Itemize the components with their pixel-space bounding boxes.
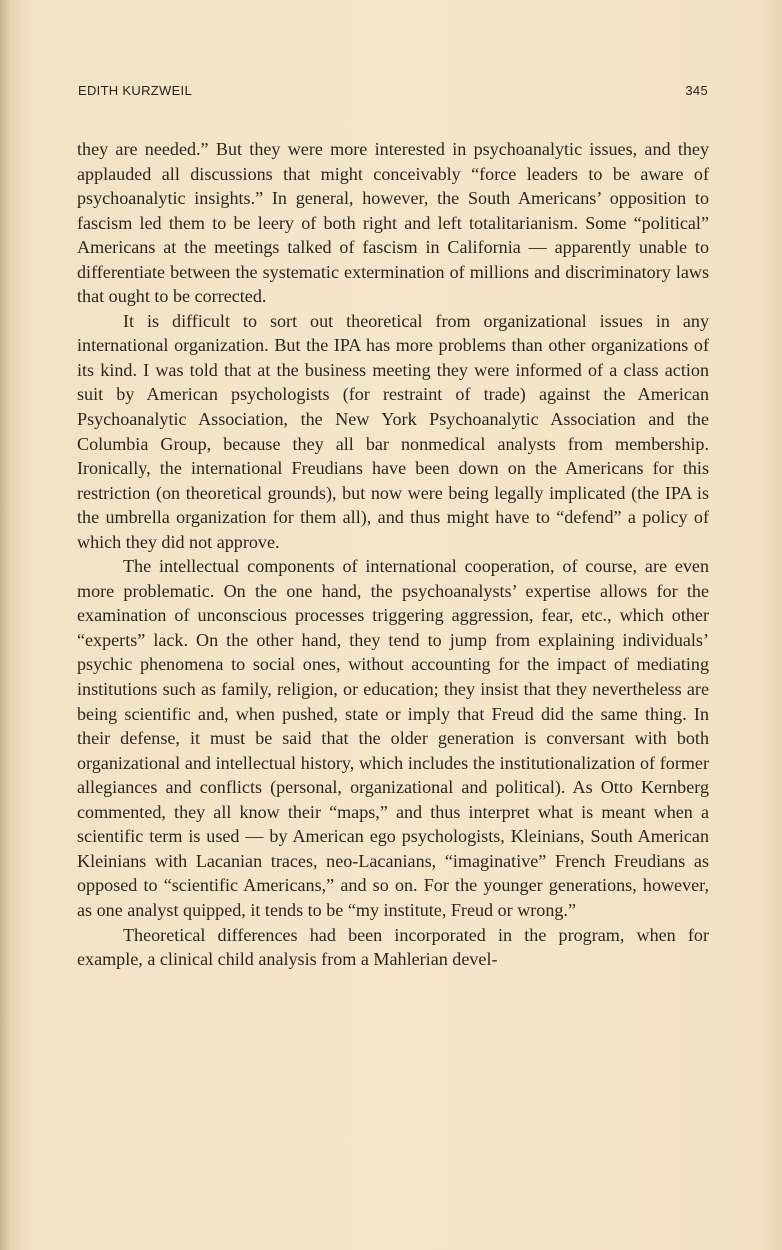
paragraph: Theoretical differences had been incorporated in the program, when for example, a clinical child analysis from a Mahlerian devel- (77, 924, 709, 970)
paragraph: they are needed.” But they were more interested in psychoanalytic issues, and they applauded all discussions that might conceivably “force leaders to be aware of psychoanalytic insights.” In general, however, the South Americans’ opposition to fascism led them to be leery of both right and left totalitarianism. Some “political” Americans at the meetings talked of fascism in California — apparently unable to differentiate between the systematic extermination of millions and discriminatory laws that ought to be corrected. (77, 139, 709, 307)
body-text (77, 137, 709, 972)
running-head: EDITH KURZWEIL (78, 83, 192, 98)
paragraph: The intellectual components of international cooperation, of course, are even more problematic. On the one hand, the psychoanalysts’ expertise allows for the examination of unconscious processes triggering aggression, fear, etc., which other “experts” lack. On the other hand, they tend to jump from explaining individuals’ psychic phenomena to social ones, without accounting for the impact of mediating institutions such as family, religion, or education; they insist that they nevertheless are being scientific and, when pushed, state or imply that Freud did the same thing. In their defense, it must be said that the older generation is conversant with both organizational and intellectual history, which includes the institutionalization of former allegiances and conflicts (personal, organizational and political). As Otto Kernberg commented, they all know their “maps,” and thus interpret what is meant when a scientific term is used — by American ego psychologists, Kleinians, South American Kleinians with Lacanian traces, neo-Lacanians, “imaginative” French Freudians as opposed to “scientific Americans,” and so on. For the younger generations, however, as one analyst quipped, it tends to be “my institute, Freud or wrong.” (77, 556, 709, 920)
page-header (78, 83, 708, 105)
page-number: 345 (685, 83, 708, 98)
paragraph: It is difficult to sort out theoretical from organizational issues in any international organization. But the IPA has more problems than other organizations of its kind. I was told that at the business meeting they were informed of a class action suit by American psychologists (for restraint of trade) against the American Psychoanalytic Association, the New York Psychoanalytic Association and the Columbia Group, because they all bar nonmedical analysts from membership. Ironically, the international Freudians have been down on the Americans for this restriction (on theoretical grounds), but now were being legally implicated (the IPA is the umbrella organization for them all), and thus might have to “defend” a policy of which they did not approve. (77, 310, 709, 552)
